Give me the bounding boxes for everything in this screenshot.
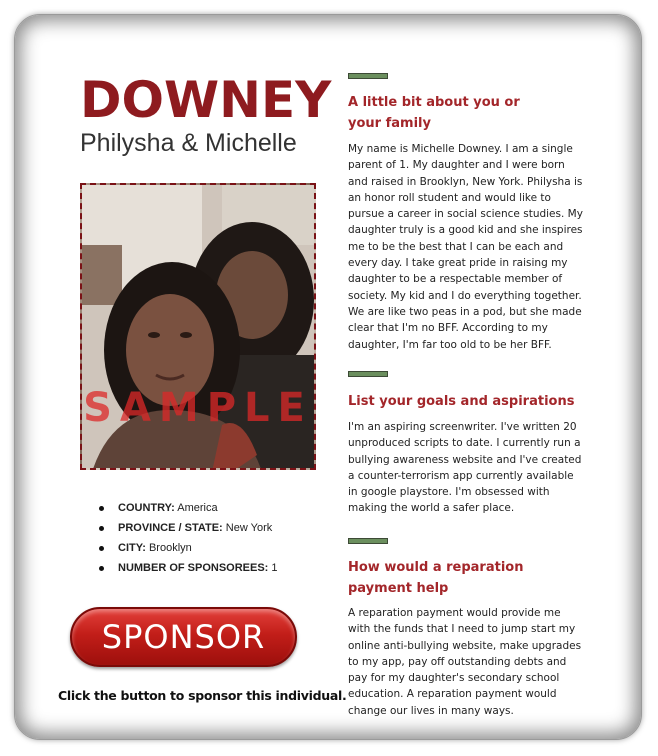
family-first-names: Philysha & Michelle	[80, 129, 297, 157]
reparation-text: A reparation payment would provide me with the funds that I need to jump start my online anti-bullying website, make upgrades to my app, pay off outstanding debts and pay for my daughter's secondary school education. A reparation payment would change our lives in many ways.	[348, 607, 582, 717]
detail-country-value: America	[177, 502, 218, 514]
detail-city-label: CITY:	[118, 542, 146, 554]
detail-province	[96, 520, 278, 540]
section-divider-about	[348, 73, 388, 79]
details-list	[96, 500, 278, 580]
detail-sponsorees	[96, 560, 278, 580]
sponsor-caption: Click the button to sponsor this individual.	[58, 688, 347, 703]
detail-city	[96, 540, 278, 560]
sponsor-button[interactable]: SPONSOR	[70, 607, 297, 667]
reparation-heading: How would a reparation payment help	[348, 560, 524, 596]
family-surname: DOWNEY	[80, 71, 332, 129]
sample-watermark: SAMPLE	[83, 385, 313, 431]
goals-heading: List your goals and aspirations	[348, 394, 575, 409]
detail-city-value: Brooklyn	[148, 542, 192, 554]
about-heading: A little bit about you or your family	[348, 95, 520, 131]
goals-text: I'm an aspiring screenwriter. I've written 20 unproduced scripts to date. I currently run a bullying awareness website and I've created a counter-terrorism app currently available in google playstore. I'm obsessed with making the world a safer place.	[348, 421, 582, 515]
detail-country-label: COUNTRY:	[118, 502, 175, 514]
detail-province-label: PROVINCE / STATE:	[118, 522, 223, 534]
family-photo	[80, 183, 316, 470]
detail-sponsorees-value: 1	[271, 562, 278, 574]
detail-country	[96, 500, 278, 520]
detail-sponsorees-label: NUMBER OF SPONSOREES:	[118, 562, 269, 574]
detail-province-value: New York	[225, 522, 273, 534]
about-text: My name is Michelle Downey. I am a single parent of 1. My daughter and I were born and raised in Brooklyn, New York. Philysha is an honor roll student and would like to pursue a career in social science studies. My daughter truly is a good kid and she inspires me to be the best that I can be each and every day. I take great pride in raising my daughter to be a respectable member of society. My kid and I do everything together. We are like two peas in a pod, but she made clear that I'm no BFF. According to my daughter, I'm far too old to be her BFF.	[348, 143, 583, 351]
section-divider-reparation	[348, 538, 388, 544]
section-divider-goals	[348, 371, 388, 377]
